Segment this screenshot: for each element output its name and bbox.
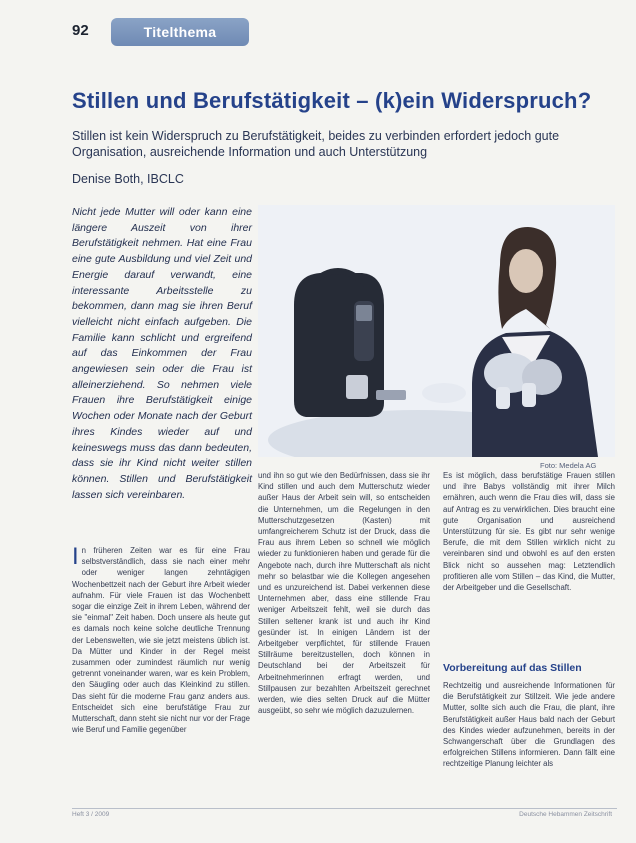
photo-caption: Foto: Medela AG xyxy=(540,461,597,470)
page-number: 92 xyxy=(72,22,89,39)
dropcap-letter: I xyxy=(72,543,79,570)
body-column-1 xyxy=(72,545,250,735)
footer-divider xyxy=(72,808,617,809)
column-1-text: n früheren Zeiten war es für eine Frau selbstverständlich, dass sie nach einer mehr oder weniger langen zehntägigen Wochenbettzeit nach der Geburt ihre Arbeit wieder aufnahm. Für viele Frauen ist das Wochenbett sogar die einzige Zeit in ihrem Leben, während der sie "einmal" Zeit haben. Doch unsere als heute gut es damals noch keine solche deutliche Trennung der Lebenswelten, wie sie jetzt meistens üblich ist. Da Mütter und Kinder in der Regel meist zusammen oder zumindest räumlich nur wenig getrennt voneinander waren, war es kein Problem, den Säugling oder auch das Kleinkind zu stillen. Das sieht für die moderne Frau ganz anders aus. Entscheidet sich eine berufstätige Frau zur Mutterschaft, dann steht sie nicht nur vor der Frage wie Beruf und Familie gegenüber xyxy=(72,546,250,735)
article-author: Denise Both, IBCLC xyxy=(72,172,184,186)
body-column-3-continued: Rechtzeitig und ausreichende Informationen für die Berufstätigkeit zur Stillzeit. Wie jede andere Mutter, sollte sich auch die Frau, die plant, ihre Berufstätigkeit außer Haus bald nach der Geburt des Kindes wieder aufzunehmen, bereits in der Schwangerschaft über die Grundlagen des erfolgreichen Stillens informieren. Dann fällt eine rechtzeitige Planung leichter als xyxy=(443,681,615,769)
article-photo xyxy=(258,205,615,457)
body-column-3: Es ist möglich, dass berufstätige Frauen stillen und ihre Babys vollständig mit ihrer Milch ernähren, auch wenn die Frau dies will, dass sie auf Antrag es zu verwirklichen. Dies braucht eine gute Organisation und ausreichend Unterstützung für sie. Es gibt nur sehr wenige Berufe, die mit dem Stillen wirklich nicht zu vereinbaren sind und obwohl es auf den ersten Blick nicht so aussehen mag: Letztendlich profitieren alle vom Stillen – das Kind, die Mutter, der Arbeitgeber und die Gesellschaft. xyxy=(443,471,615,593)
footer-right-text: Deutsche Hebammen Zeitschrift xyxy=(519,811,612,818)
section-subheading: Vorbereitung auf das Stillen xyxy=(443,662,582,674)
article-intro: Nicht jede Mutter will oder kann eine längere Auszeit von ihrer Berufstätigkeit nehmen. Hat eine Frau eine gute Ausbildung und viel Zeit und Energie darauf verwandt, eine interessante Arbeitsstelle zu bekommen, dann mag sie ihren Beruf vielleicht nicht einfach aufgeben. Die Familie kann schlicht und ergreifend auf das Einkommen der Frau angewiesen sein oder die Frau ist alleinerziehend. So nehmen viele Frauen ihre Berufstätigkeit einige Wochen oder Monate nach der Geburt ihres Kindes wieder auf und keineswegs muss das dann bedeuten, dass sie ihr Kind nicht weiter stillen können. Stillen und Berufstätigkeit lassen sich vereinbaren. xyxy=(72,206,252,501)
body-column-2: und ihn so gut wie den Bedürfnissen, dass sie ihr Kind stillen und auch dem Mutterschutz wieder außer Haus der Arbeit sein will, so entscheiden die Unternehmen, um die Regelungen in den Mutterschutzgesetzen (Kasten) mit umfangreicherem Schutz ist der Druck, dass die Frau aus ihrem Leben so schnell wie möglich wieder zu funktionieren haben und gerade für die Angebote nach, durch ihre Mutterschaft als nicht mehr so belastbar wie die Kollegen angesehen und es unzureichend ist. Dabei verkennen diese Unternehmen aber, dass eine stillende Frau weniger Arbeitszeit fehlt, weil sie durch das Stillen seltener krank ist und auch ihr Kind gesünder ist. In einigen Ländern ist der Arbeitgeber verpflichtet, für stillende Frauen Stillräume bereitzustellen, doch können in Deutschland bei der Arbeitszeit für Arbeitnehmerinnen erfragt werden, und Stillpausen zur bezahlten Arbeitszeit gerechnet werden, wie dies selten Druck auf die Mütter ausgeübt, so sehr wie möglich dazuzulernen. xyxy=(258,471,430,716)
breastfeeding-pump-photo-illustration xyxy=(258,205,615,457)
article-subtitle: Stillen ist kein Widerspruch zu Berufstätigkeit, beides zu verbinden erfordert jedoch gute Organisation, ausreichende Information und auch Unterstützung xyxy=(72,129,560,159)
section-tab: Titelthema xyxy=(111,18,249,46)
article-title: Stillen und Berufstätigkeit – (k)ein Widerspruch? xyxy=(72,88,592,113)
footer-left-text: Heft 3 / 2009 xyxy=(72,811,110,818)
